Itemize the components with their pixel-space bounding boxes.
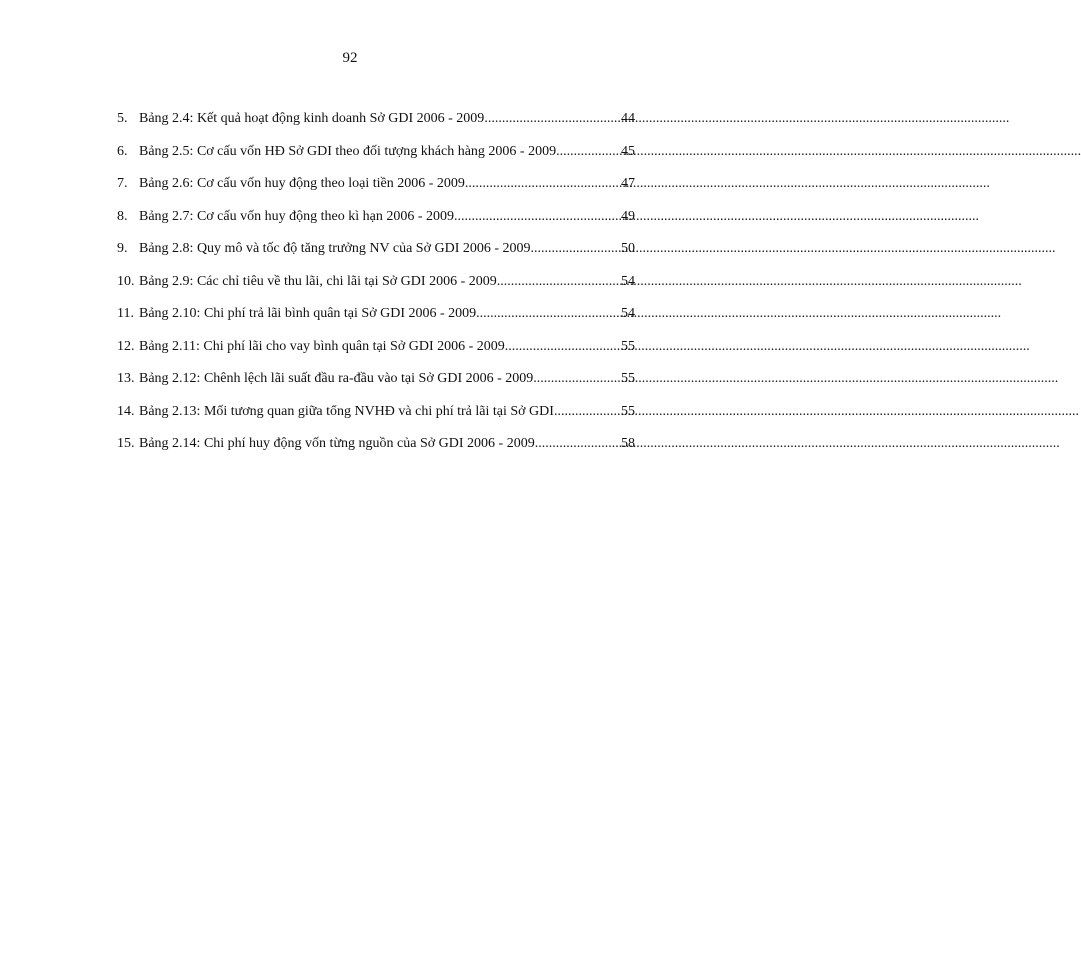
toc-entry-title: Bảng 2.4: Kết quả hoạt động kinh doanh Sở GDI 2006 - 2009 xyxy=(139,111,485,126)
toc-entry-title: Bảng 2.12: Chênh lệch lãi suất đầu ra-đầu vào tại Sở GDI 2006 - 2009 xyxy=(139,371,534,386)
toc-leader-dots xyxy=(556,144,613,160)
toc-entry-page: 44 xyxy=(621,111,635,126)
toc-entry-page: 54 xyxy=(621,306,635,321)
toc-entry-number: 10. xyxy=(117,273,135,289)
toc-entry-title: Bảng 2.9: Các chỉ tiêu về thu lãi, chi lãi tại Sở GDI 2006 - 2009 xyxy=(139,273,497,289)
toc-entry-page: 50 xyxy=(621,241,635,256)
toc-entry-number: 15. xyxy=(117,436,135,451)
toc-entry xyxy=(117,436,635,469)
toc-entry-page: 55 xyxy=(621,338,635,354)
toc-entry-number: 13. xyxy=(117,371,135,386)
toc-entry-title: Bảng 2.8: Quy mô và tốc độ tăng trưởng NV của Sở GDI 2006 - 2009 xyxy=(139,241,531,256)
toc-entry-page: 54 xyxy=(621,273,635,289)
toc-leader-dots xyxy=(484,111,613,127)
toc-entry-page: 49 xyxy=(621,208,635,224)
toc-entry xyxy=(117,209,635,242)
toc-entry xyxy=(117,306,635,339)
toc-entry xyxy=(117,274,635,307)
toc-leader-dots xyxy=(454,209,613,225)
toc-leader-dots xyxy=(505,339,613,355)
toc-entry-title: Bảng 2.10: Chi phí trả lãi bình quân tại Sở GDI 2006 - 2009 xyxy=(139,306,477,321)
toc-entry-number: 5. xyxy=(117,111,128,126)
toc-entry-title: Bảng 2.5: Cơ cấu vốn HĐ Sở GDI theo đối tượng khách hàng 2006 - 2009 xyxy=(139,143,557,159)
toc-leader-dots xyxy=(535,436,613,452)
toc-entry-number: 7. xyxy=(117,176,128,191)
toc-leader-dots xyxy=(554,404,613,420)
toc-leader-dots xyxy=(531,241,613,257)
toc-entry-title: Bảng 2.14: Chi phí huy động vốn từng nguồn của Sở GDI 2006 - 2009 xyxy=(139,436,535,451)
toc-entry xyxy=(117,241,635,274)
toc-entry-number: 14. xyxy=(117,403,135,419)
toc-entry xyxy=(117,404,635,437)
toc-entry xyxy=(117,371,635,404)
toc-leader-dots xyxy=(476,306,613,322)
toc-leader-dots xyxy=(497,274,613,290)
toc-entry-number: 11. xyxy=(117,306,134,321)
toc-entry xyxy=(117,176,635,209)
toc-entry xyxy=(117,339,635,372)
toc-leader-dots xyxy=(533,371,613,387)
toc-entry-page: 58 xyxy=(621,436,635,451)
toc-entry-page: 45 xyxy=(621,143,635,159)
toc-entry-number: 12. xyxy=(117,338,135,354)
page-number: 92 xyxy=(342,50,358,66)
toc-entry xyxy=(117,111,635,144)
toc-leader-dots xyxy=(465,176,613,192)
toc-entry-title: Bảng 2.6: Cơ cấu vốn huy động theo loại tiền 2006 - 2009 xyxy=(139,176,465,191)
toc-entry-page: 47 xyxy=(621,176,635,191)
toc-entry-number: 6. xyxy=(117,143,128,159)
toc-entry-title: Bảng 2.13: Mối tương quan giữa tổng NVHĐ và chi phí trả lãi tại Sở GDI xyxy=(139,403,554,419)
toc-entry-page: 55 xyxy=(621,371,635,386)
toc-entry-number: 8. xyxy=(117,208,128,224)
table-of-contents xyxy=(117,111,635,469)
toc-entry-title: Bảng 2.11: Chi phí lãi cho vay bình quân tại Sở GDI 2006 - 2009 xyxy=(139,338,505,354)
toc-entry xyxy=(117,144,635,177)
toc-entry-number: 9. xyxy=(117,241,128,256)
toc-entry-title: Bảng 2.7: Cơ cấu vốn huy động theo kì hạn 2006 - 2009 xyxy=(139,208,454,224)
toc-entry-page: 55 xyxy=(621,403,635,419)
